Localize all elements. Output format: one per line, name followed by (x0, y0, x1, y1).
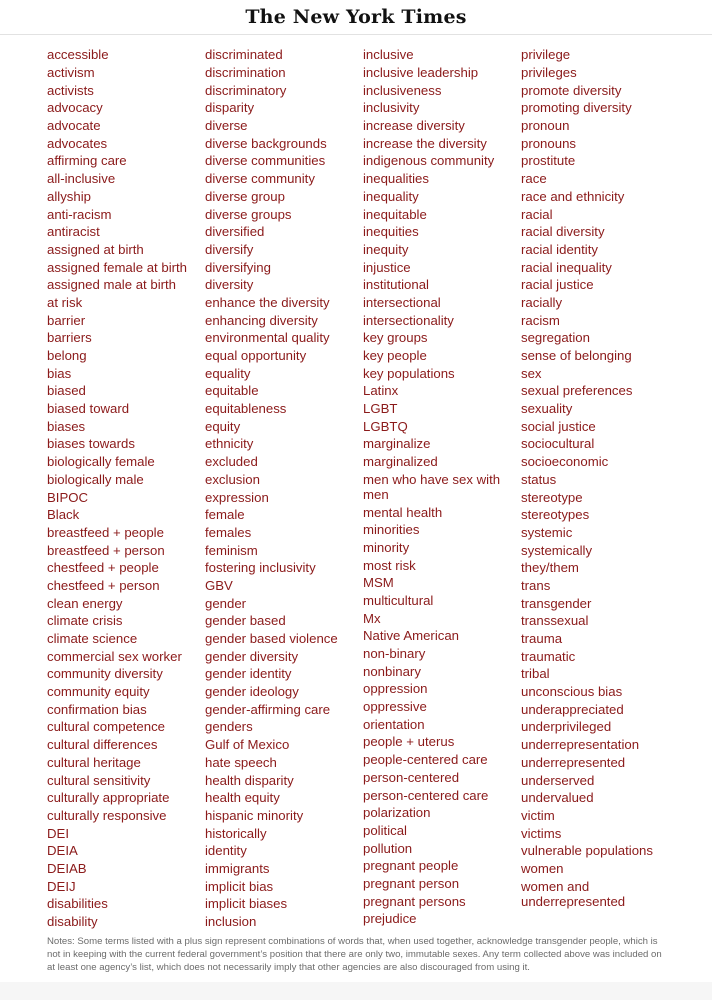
term-item: anti-racism (47, 206, 112, 222)
term-item: institutional (363, 277, 429, 293)
term-item: minorities (363, 522, 420, 538)
term-item: commercial sex worker (47, 648, 182, 664)
term-item: culturally responsive (47, 807, 167, 823)
term-item: excluded (205, 454, 258, 470)
term-item: racial identity (521, 241, 598, 257)
term-item: culturally appropriate (47, 790, 170, 806)
term-item: breastfeed + people (47, 524, 164, 540)
term-item: pronouns (521, 135, 576, 151)
term-item: environmental quality (205, 330, 330, 346)
term-item: biased (47, 383, 86, 399)
term-item: bias (47, 365, 72, 381)
term-item: hate speech (205, 754, 277, 770)
term-item: females (205, 524, 252, 540)
term-item: Black (47, 507, 80, 523)
term-item: hispanic minority (205, 807, 304, 823)
term-item: female (205, 507, 245, 523)
term-item: diversifying (205, 259, 271, 275)
term-item: oppression (363, 681, 428, 697)
term-item: women (521, 860, 564, 876)
term-item: racism (521, 312, 560, 328)
term-item: diversified (205, 224, 265, 240)
term-column-2 (205, 46, 357, 930)
term-item: promote diversity (521, 82, 622, 98)
term-item: DEIAB (47, 860, 87, 876)
footnote-notes: Notes: Some terms listed with a plus sign represent combinations of words that, when used together, acknowledge transgender people, which is not in keeping with the current federal government’s position that there are only two, immutable sexes. Any term collected above was included on at least one agency’s list, which does not necessarily imply that other agencies are also discouraged from using it. (47, 936, 662, 973)
term-item: breastfeed + person (47, 542, 165, 558)
term-item: multicultural (363, 592, 434, 608)
term-item: MSM (363, 575, 394, 591)
term-item: inclusion (205, 914, 257, 930)
term-item: people-centered care (363, 752, 488, 768)
term-item: gender diversity (205, 648, 299, 664)
term-item: sexuality (521, 401, 573, 417)
term-item: stereotypes (521, 507, 590, 523)
term-item: underserved (521, 772, 595, 788)
term-item: racial justice (521, 277, 594, 293)
term-item: assigned at birth (47, 241, 144, 257)
term-item: clean energy (47, 595, 123, 611)
term-item: inequities (363, 224, 419, 240)
term-item: cultural sensitivity (47, 772, 151, 788)
term-item: barriers (47, 330, 92, 346)
term-item: climate crisis (47, 613, 123, 629)
term-item: systemically (521, 542, 593, 558)
term-item: Native American (363, 628, 460, 644)
term-item: barrier (47, 312, 86, 328)
term-item: sex (521, 365, 542, 381)
nyt-logo[interactable]: The New York Times (245, 5, 467, 28)
term-item: cultural competence (47, 719, 166, 735)
term-item: victims (521, 825, 562, 841)
term-item: gender-affirming care (205, 701, 331, 717)
term-item: diverse communities (205, 153, 326, 169)
term-item: discrimination (205, 65, 286, 81)
term-item: diverse groups (205, 206, 292, 222)
term-item: marginalized (363, 454, 438, 470)
term-item: discriminated (205, 47, 283, 63)
term-item: racial diversity (521, 224, 605, 240)
term-item: sense of belonging (521, 348, 632, 364)
term-item: diversify (205, 241, 254, 257)
term-item: fostering inclusivity (205, 560, 316, 576)
term-item: DEI (47, 825, 69, 841)
term-item: at risk (47, 294, 83, 310)
term-item: advocates (47, 135, 108, 151)
term-item: DEIA (47, 843, 78, 859)
term-item: equity (205, 418, 241, 434)
term-item: disabilities (47, 896, 108, 912)
term-item: inclusive (363, 47, 414, 63)
term-item: key groups (363, 330, 428, 346)
term-item: sociocultural (521, 436, 595, 452)
term-item: nonbinary (363, 663, 421, 679)
term-item: intersectionality (363, 312, 454, 328)
term-item: all-inclusive (47, 171, 116, 187)
term-item: intersectional (363, 294, 441, 310)
term-item: they/them (521, 560, 579, 576)
term-item: enhancing diversity (205, 312, 318, 328)
term-item: undervalued (521, 790, 594, 806)
term-item: political (363, 822, 407, 838)
term-item: gender (205, 595, 247, 611)
term-item: equitable (205, 383, 259, 399)
term-item: biologically female (47, 454, 155, 470)
term-item: person-centered (363, 769, 460, 785)
term-item: discriminatory (205, 82, 287, 98)
term-item: inequality (363, 188, 419, 204)
term-item: socioeconomic (521, 454, 609, 470)
term-item: pregnant people (363, 858, 459, 874)
term-item: gender ideology (205, 684, 299, 700)
term-item: feminism (205, 542, 258, 558)
term-column-3 (363, 46, 515, 928)
term-item: underrepresentation (521, 737, 640, 753)
term-item: trans (521, 577, 551, 593)
term-item: segregation (521, 330, 590, 346)
term-item: inequalities (363, 171, 429, 187)
term-item: activism (47, 65, 95, 81)
term-item: belong (47, 348, 87, 364)
term-item: vulnerable populations (521, 843, 653, 859)
masthead (0, 0, 712, 35)
term-item: stereotype (521, 489, 583, 505)
term-item: privileges (521, 65, 577, 81)
term-item: underprivileged (521, 719, 612, 735)
term-item: gender identity (205, 666, 292, 682)
term-item: health disparity (205, 772, 294, 788)
term-item: advocate (47, 118, 101, 134)
term-item: status (521, 471, 557, 487)
term-column-1 (47, 46, 199, 930)
term-item: cultural differences (47, 737, 158, 753)
term-item: non-binary (363, 646, 426, 662)
term-item: privilege (521, 47, 571, 63)
term-item: DEIJ (47, 878, 76, 894)
term-item: traumatic (521, 648, 576, 664)
term-item: equal opportunity (205, 348, 307, 364)
bottom-band (0, 982, 712, 1000)
term-item: inequity (363, 241, 409, 257)
term-item: pregnant persons (363, 893, 466, 909)
term-item: historically (205, 825, 267, 841)
term-item: mental health (363, 504, 443, 520)
term-item: increase diversity (363, 118, 465, 134)
term-item: people + uterus (363, 734, 455, 750)
term-item: immigrants (205, 860, 270, 876)
term-item: racial (521, 206, 553, 222)
term-item: identity (205, 843, 247, 859)
term-item: GBV (205, 577, 233, 593)
term-item: pregnant person (363, 875, 460, 891)
term-item: trauma (521, 631, 563, 647)
term-item: allyship (47, 188, 91, 204)
term-item: minority (363, 539, 410, 555)
term-item: underappreciated (521, 701, 624, 717)
term-item: underrepresented (521, 754, 626, 770)
term-item: diverse community (205, 171, 315, 187)
term-column-4 (521, 46, 673, 910)
term-item: diverse (205, 118, 248, 134)
term-item: diversity (205, 277, 254, 293)
term-item: pronoun (521, 118, 570, 134)
term-item: biases towards (47, 436, 135, 452)
term-item: injustice (363, 259, 411, 275)
term-item: community equity (47, 684, 150, 700)
term-item: ethnicity (205, 436, 254, 452)
term-item: diverse group (205, 188, 285, 204)
term-item: climate science (47, 631, 138, 647)
term-item: implicit bias (205, 878, 274, 894)
term-item: disparity (205, 100, 255, 116)
term-item: expression (205, 489, 269, 505)
term-item: unconscious bias (521, 684, 623, 700)
term-item: indigenous community (363, 153, 495, 169)
term-item: key populations (363, 365, 455, 381)
term-item: inclusivity (363, 100, 420, 116)
term-item: gender based (205, 613, 286, 629)
term-item: Latinx (363, 383, 399, 399)
term-item: inequitable (363, 206, 427, 222)
term-item: health equity (205, 790, 280, 806)
term-item: transsexual (521, 613, 589, 629)
term-item: enhance the diversity (205, 294, 330, 310)
term-item: affirming care (47, 153, 127, 169)
term-item: social justice (521, 418, 596, 434)
term-item: tribal (521, 666, 550, 682)
term-item: race and ethnicity (521, 188, 625, 204)
term-item: orientation (363, 716, 425, 732)
term-item: implicit biases (205, 896, 288, 912)
term-item: inclusiveness (363, 82, 442, 98)
term-item: gender based violence (205, 631, 338, 647)
term-item: increase the diversity (363, 135, 487, 151)
term-item: race (521, 171, 547, 187)
term-item: equitableness (205, 401, 287, 417)
term-item: inclusive leadership (363, 65, 479, 81)
term-item: systemic (521, 524, 573, 540)
term-item: transgender (521, 595, 592, 611)
term-item: LGBTQ (363, 418, 408, 434)
term-item: biased toward (47, 401, 130, 417)
term-item: promoting diversity (521, 100, 632, 116)
term-item: racially (521, 294, 563, 310)
term-item: key people (363, 348, 427, 364)
term-item: sexual preferences (521, 383, 633, 399)
term-item: antiracist (47, 224, 100, 240)
term-item: marginalize (363, 436, 431, 452)
term-item: most risk (363, 557, 416, 573)
term-item: activists (47, 82, 94, 98)
term-item: biologically male (47, 471, 144, 487)
term-item: advocacy (47, 100, 103, 116)
term-item: equality (205, 365, 251, 381)
term-item: men who have sex with men (363, 471, 501, 502)
term-item: cultural heritage (47, 754, 141, 770)
term-item: women and underrepresented (521, 878, 626, 909)
term-item: person-centered care (363, 787, 489, 803)
term-item: LGBT (363, 401, 398, 417)
term-item: biases (47, 418, 86, 434)
term-item: polarization (363, 805, 431, 821)
term-item: prostitute (521, 153, 576, 169)
term-item: Mx (363, 610, 381, 626)
term-item: oppressive (363, 699, 427, 715)
term-item: BIPOC (47, 489, 89, 505)
term-item: racial inequality (521, 259, 612, 275)
term-item: accessible (47, 47, 109, 63)
term-item: genders (205, 719, 253, 735)
term-item: exclusion (205, 471, 260, 487)
term-item: disability (47, 914, 98, 930)
term-item: Gulf of Mexico (205, 737, 290, 753)
term-item: chestfeed + person (47, 577, 160, 593)
term-item: prejudice (363, 911, 417, 927)
term-item: assigned male at birth (47, 277, 177, 293)
term-item: victim (521, 807, 555, 823)
term-item: community diversity (47, 666, 163, 682)
term-item: confirmation bias (47, 701, 147, 717)
term-item: pollution (363, 840, 413, 856)
term-item: chestfeed + people (47, 560, 159, 576)
term-item: assigned female at birth (47, 259, 188, 275)
term-item: diverse backgrounds (205, 135, 327, 151)
